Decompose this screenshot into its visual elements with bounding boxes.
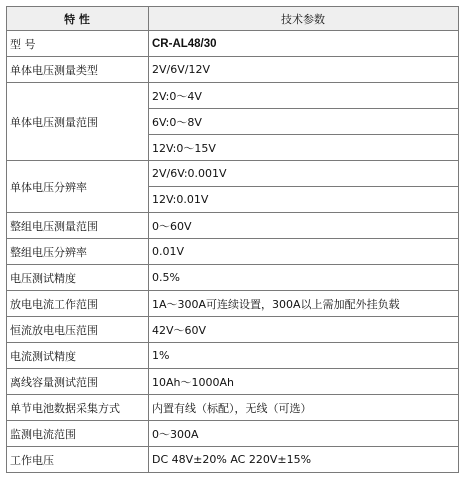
row-value: 12V:0～15V xyxy=(149,135,459,161)
row-label: 单体电压分辨率 xyxy=(7,161,149,213)
table-row xyxy=(7,317,459,343)
row-value: 0.5% xyxy=(149,265,459,291)
header-params: 技术参数 xyxy=(149,7,459,31)
row-label: 整组电压测量范围 xyxy=(7,213,149,239)
table-row xyxy=(7,369,459,395)
table-row xyxy=(7,291,459,317)
table-row xyxy=(7,343,459,369)
row-value: 0～60V xyxy=(149,213,459,239)
row-label: 放电电流工作范围 xyxy=(7,291,149,317)
row-label: 监测电流范围 xyxy=(7,421,149,447)
row-value: DC 48V±20% AC 220V±15% xyxy=(149,447,459,473)
table-row xyxy=(7,83,459,109)
row-label-model: 型 号 xyxy=(7,31,149,57)
row-label: 单体电压测量类型 xyxy=(7,57,149,83)
table-row xyxy=(7,161,459,187)
row-value: 1A～300A可连续设置，300A以上需加配外挂负载 xyxy=(149,291,459,317)
header-feature: 特 性 xyxy=(7,7,149,31)
row-label: 工作电压 xyxy=(7,447,149,473)
row-label: 电流测试精度 xyxy=(7,343,149,369)
row-label: 单节电池数据采集方式 xyxy=(7,395,149,421)
row-value: 12V:0.01V xyxy=(149,187,459,213)
table-row xyxy=(7,239,459,265)
row-value: 内置有线（标配），无线（可选） xyxy=(149,395,459,421)
table-header-row xyxy=(7,7,459,31)
table-row xyxy=(7,395,459,421)
spec-table xyxy=(6,6,459,473)
row-value: 2V/6V/12V xyxy=(149,57,459,83)
row-label: 离线容量测试范围 xyxy=(7,369,149,395)
table-row xyxy=(7,213,459,239)
row-value: 0～300A xyxy=(149,421,459,447)
row-label: 电压测试精度 xyxy=(7,265,149,291)
row-value: 1% xyxy=(149,343,459,369)
row-value-model: CR-AL48/30 xyxy=(149,31,459,57)
row-value: 2V/6V:0.001V xyxy=(149,161,459,187)
row-value: 42V～60V xyxy=(149,317,459,343)
row-value: 6V:0～8V xyxy=(149,109,459,135)
row-value: 0.01V xyxy=(149,239,459,265)
row-value: 10Ah～1000Ah xyxy=(149,369,459,395)
row-label: 单体电压测量范围 xyxy=(7,83,149,161)
table-row xyxy=(7,57,459,83)
table-row xyxy=(7,447,459,473)
table-row xyxy=(7,421,459,447)
row-value: 2V:0～4V xyxy=(149,83,459,109)
row-label: 恒流放电电压范围 xyxy=(7,317,149,343)
table-row xyxy=(7,265,459,291)
table-row xyxy=(7,31,459,57)
row-label: 整组电压分辨率 xyxy=(7,239,149,265)
